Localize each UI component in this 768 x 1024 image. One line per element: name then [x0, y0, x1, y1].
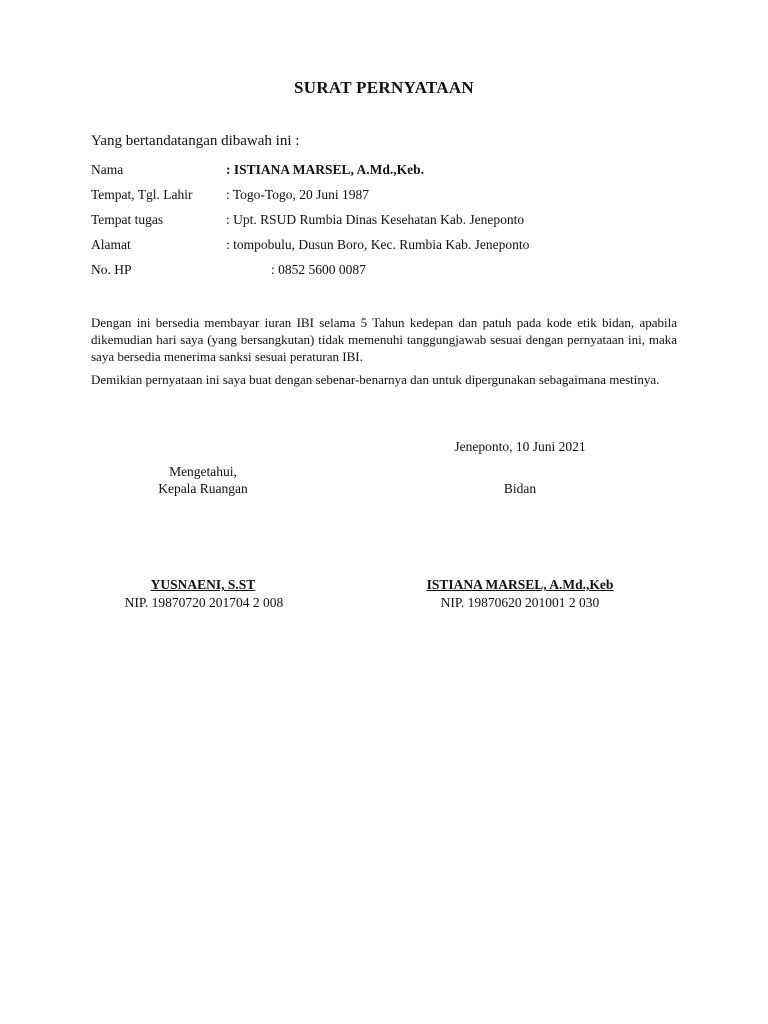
left-signatory-role: Kepala Ruangan	[158, 481, 248, 496]
field-value: : Togo-Togo, 20 Juni 1987	[226, 187, 369, 202]
field-value: : Upt. RSUD Rumbia Dinas Kesehatan Kab. Jeneponto	[226, 212, 525, 227]
field-tempat-tugas	[91, 212, 691, 230]
paragraph-closing: Demikian pernyataan ini saya buat dengan sebenar-benarnya dan untuk dipergunakan sebagaimana mestinya.	[91, 372, 660, 387]
field-no-hp	[91, 262, 691, 280]
left-signatory-name: YUSNAENI, S.ST	[150, 577, 256, 592]
field-value: : 0852 5600 0087	[271, 262, 366, 277]
field-label: No. HP	[91, 262, 132, 277]
field-value: : tompobulu, Dusun Boro, Kec. Rumbia Kab. Jeneponto	[226, 237, 530, 252]
right-signatory-name: ISTIANA MARSEL, A.Md.,Keb	[426, 577, 614, 592]
left-signatory-nip: NIP. 19870720 201704 2 008	[124, 595, 284, 610]
field-label: Nama	[91, 162, 124, 177]
field-alamat	[91, 237, 691, 255]
right-signatory-nip: NIP. 19870620 201001 2 030	[440, 595, 600, 610]
left-signatory-heading: Mengetahui,	[169, 464, 237, 479]
field-value: : ISTIANA MARSEL, A.Md.,Keb.	[226, 162, 425, 177]
field-tempat-tgl-lahir	[91, 187, 691, 205]
paragraph-statement: Dengan ini bersedia membayar iuran IBI selama 5 Tahun kedepan dan patuh pada kode etik bidan, apabila dikemudian hari saya (yang bersangkutan) tidak memenuhi tanggungjawab sesuai dengan pernyataan ini, maka saya bersedia menerima sanksi sesuai peraturan IBI.	[91, 315, 677, 364]
place-date: Jeneponto, 10 Juni 2021	[454, 439, 586, 454]
right-signatory-role: Bidan	[503, 481, 537, 496]
intro-text: Yang bertandatangan dibawah ini :	[91, 133, 300, 149]
field-label: Tempat tugas	[91, 212, 164, 227]
field-label: Alamat	[91, 237, 131, 252]
field-nama	[91, 162, 691, 180]
field-label: Tempat, Tgl. Lahir	[91, 187, 193, 202]
page-title: SURAT PERNYATAAN	[293, 78, 475, 97]
